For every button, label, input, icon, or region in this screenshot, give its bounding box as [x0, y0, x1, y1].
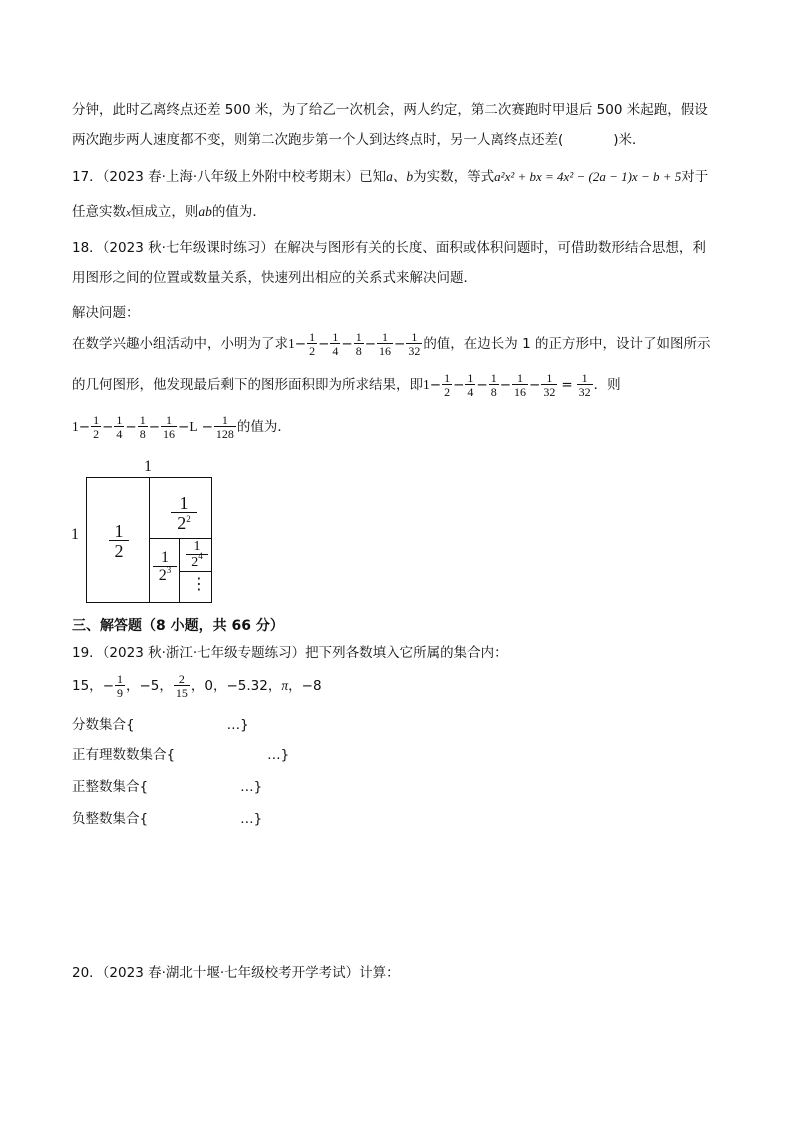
one: 1 [288, 336, 295, 351]
fraction: $\frac{1}{4}$ [467, 371, 474, 399]
fraction: $\frac{1}{16}$ [163, 413, 175, 441]
q18-line-3 [72, 330, 710, 358]
minus: − [125, 419, 137, 435]
q17-equation: a²x² + bx = 4x² − (2a − 1)x − b + 5 [494, 169, 682, 184]
intro-line-2 [72, 130, 646, 150]
q17-source: 17．（2023 春·上海·八年级上外附中校考期末）已知 [72, 169, 387, 185]
minus: − [294, 336, 307, 352]
intro-line-2-b: )米． [613, 132, 646, 148]
figure-sixteenth-divider [179, 571, 211, 572]
q18-line-5 [72, 413, 291, 441]
fraction: $\frac{1}{16}$ [379, 330, 391, 358]
q18-line-2: 用图形之间的位置或数量关系，快速列出相应的关系式来解决问题． [72, 270, 477, 286]
minus: − [318, 336, 330, 352]
fraction: $\frac{1}{16}$ [514, 371, 526, 399]
minus: − [476, 377, 488, 393]
q17-mid: 为实数，等式 [413, 169, 495, 185]
fraction: $\frac{1}{32}$ [408, 330, 421, 358]
fraction: $\frac{1}{8}$ [490, 371, 497, 399]
figure-label-sixteenth: $\frac{1}{2^4}$ [186, 540, 208, 570]
q19-nums-b: ，−5， [126, 678, 173, 694]
minus: − [148, 419, 160, 435]
q20-line-1: 20．（2023 春·湖北十堰·七年级校考开学考试）计算： [72, 965, 400, 981]
set-positive-integer: 正整数集合{ …} [72, 779, 263, 795]
fraction: $\frac{1}{4}$ [332, 330, 339, 358]
figure-dots: ⋮ [191, 574, 207, 593]
minus: − [102, 678, 114, 694]
q18-line3-b: 的值，在边长为 1 的正方形中，设计了如图所示 [423, 336, 711, 352]
one: 1 [423, 377, 430, 392]
q17-vars: a、b [386, 169, 414, 184]
q18-line-1: 18．（2023 秋·七年级课时练习）在解决与图形有关的长度、面积或体积问题时，可借助数形结合思想，利 [72, 240, 706, 256]
q17-var-ab: ab [198, 204, 212, 219]
minus: − [499, 377, 511, 393]
figure-top-label: 1 [144, 458, 152, 475]
q18-line4-a: 的几何图形，他发现最后剩下的图形面积即为所求结果，即 [72, 377, 423, 393]
pi-symbol: π [281, 678, 289, 693]
fraction: $\frac{1}{2}$ [444, 371, 451, 399]
figure-label-half: $\frac{1}{2}$ [109, 522, 129, 560]
fraction: $\frac{2}{15}$ [175, 672, 188, 700]
set-positive-rational: 正有理数数集合{ …} [72, 747, 290, 763]
fraction: $\frac{1}{2}$ [309, 330, 316, 358]
fraction: $\frac{1}{4}$ [116, 413, 123, 441]
figure-left-label: 1 [71, 526, 79, 543]
q17-tail: 对于 [681, 169, 709, 185]
figure-label-eighth: $\frac{1}{2^3}$ [153, 550, 177, 584]
fraction: $\frac{1}{32}$ [578, 371, 591, 399]
fraction: $\frac{1}{8}$ [139, 413, 146, 441]
figure-label-quarter: $\frac{1}{2^2}$ [171, 494, 197, 532]
q19-line-1: 19．（2023 秋·浙江·七年级专题练习）把下列各数填入它所属的集合内： [72, 645, 508, 661]
minus: − [364, 336, 376, 352]
minus: − [201, 419, 213, 435]
fraction: $\frac{1}{2}$ [93, 413, 100, 441]
q17-line2-a: 任意实数 [72, 204, 126, 220]
minus: − [394, 336, 406, 352]
q19-nums-a: 15， [72, 678, 103, 694]
fraction: $\frac{1}{8}$ [355, 330, 362, 358]
q17-var-x: x [126, 207, 131, 219]
q17-line2-b: 恒成立，则 [130, 204, 199, 220]
q18-line5-b: 的值为． [236, 419, 291, 435]
q18-line4-b: ．则 [593, 377, 621, 393]
figure-quarter-divider [149, 538, 212, 539]
equals: = [561, 377, 573, 393]
set-negative-integer: 负整数集合{ …} [72, 811, 263, 827]
q19-numbers [72, 672, 322, 700]
section-3-title: 三、解答题（8 小题，共 66 分） [72, 618, 284, 634]
q18-line3-a: 在数学兴趣小组活动中，小明为了求 [72, 336, 288, 352]
intro-line-1: 分钟，此时乙离终点还差 500 米，为了给乙一次机会，两人约定，第二次赛跑时甲退后 500 米起跑，假设 [72, 102, 708, 118]
q17-line-1 [72, 167, 708, 187]
q17-line2-c: 的值为． [211, 204, 266, 220]
fraction: $\frac{1}{9}$ [117, 672, 123, 700]
minus: − [78, 419, 91, 435]
q19-nums-c: ，0，−5.32， [190, 678, 282, 694]
minus: − [429, 377, 442, 393]
minus: − [453, 377, 465, 393]
q19-nums-d: ，−8 [288, 678, 322, 694]
fraction: $\frac{1}{128}$ [215, 413, 234, 441]
minus: − [341, 336, 353, 352]
one: 1 [72, 419, 79, 434]
minus: − [529, 377, 541, 393]
intro-line-2-a: 两次跑步两人速度都不变，则第二次跑步第一个人到达终点时，另一人离终点还差( [72, 132, 564, 148]
figure-eighth-divider [179, 538, 180, 602]
fraction: $\frac{1}{32}$ [543, 371, 556, 399]
q17-line-2 [72, 202, 266, 223]
square-figure [86, 477, 212, 603]
ellipsis: L [189, 419, 198, 434]
q18-solve-label: 解决问题： [72, 305, 140, 321]
minus: − [102, 419, 114, 435]
q18-line-4 [72, 371, 621, 399]
set-fraction: 分数集合{ …} [72, 717, 249, 733]
minus: − [178, 419, 190, 435]
